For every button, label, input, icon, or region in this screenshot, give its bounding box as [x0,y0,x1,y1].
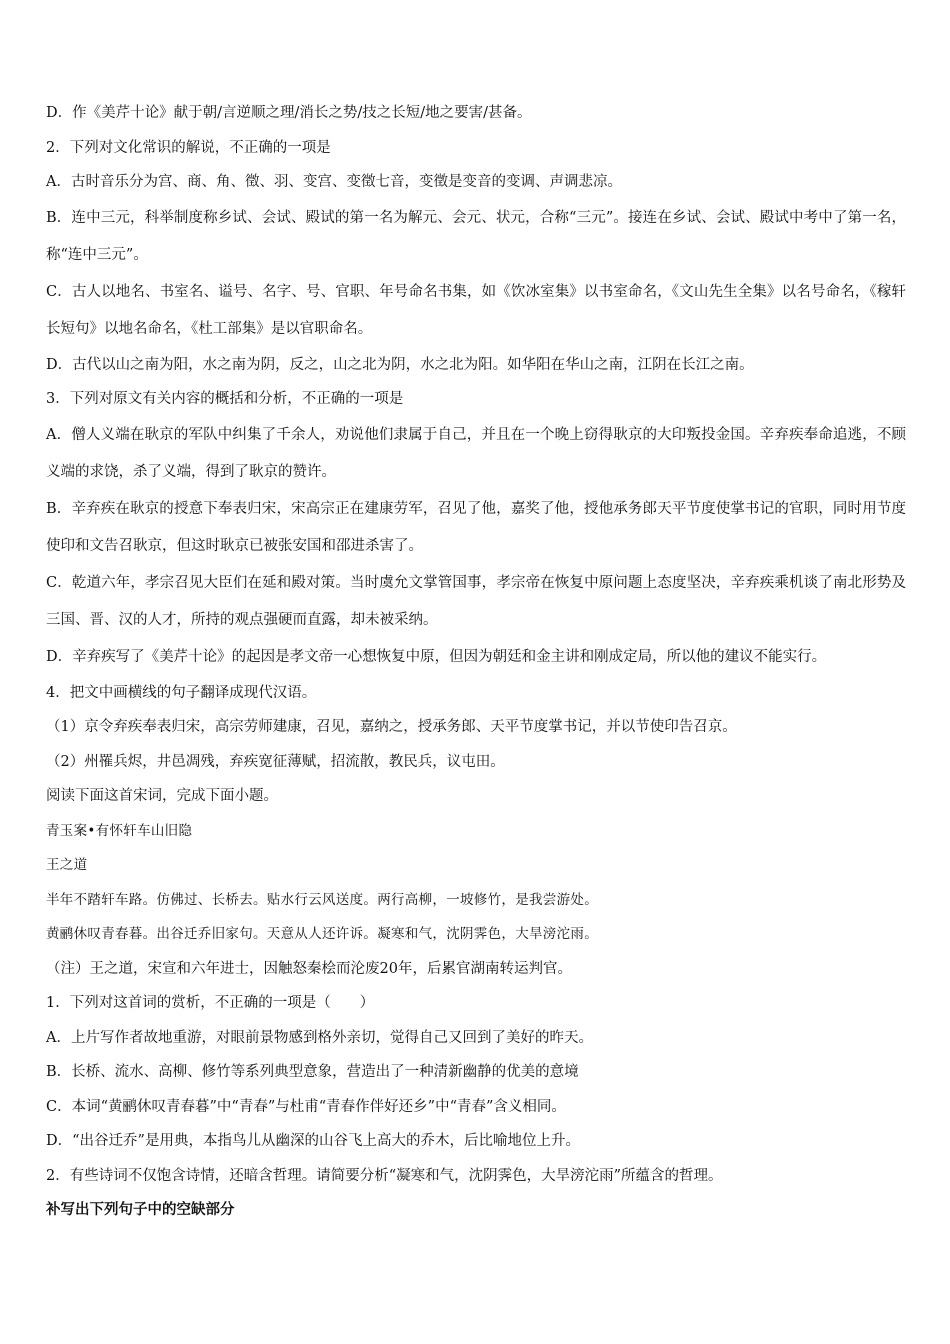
translation-item-2: （2）州罹兵烬，井邑凋残，弃疾宽征薄赋，招流散，教民兵，议屯田。 [46,753,505,770]
poem-reading-instruction: 阅读下面这首宋词，完成下面小题。 [46,788,278,804]
question-2-option-d: D．古代以山之南为阳，水之南为阴，反之，山之北为阴，水之北为阳。如华阳在华山之南，江阴在长江之南。 [46,356,754,373]
question-2-option-a: A．古时音乐分为宫、商、角、徵、羽、变宫、变徵七音，变徵是变音的变调、声调悲凉。 [46,174,622,190]
poem-question-2: 2．有些诗词不仅饱含诗情，还暗含哲理。请简要分析“凝寒和气，沈阴霁色，大旱滂沱雨”所蕴含的哲理。 [46,1167,723,1184]
document-page [46,96,906,1228]
poem-note: （注）王之道，宋宣和六年进士，因触怒秦桧而沦废20年，后累官湖南转运判官。 [46,960,572,977]
translation-item-1: （1）京令弃疾奉表归宋，高宗劳师建康，召见，嘉纳之，授承务郎、天平节度掌书记，并以节使印告召京。 [46,719,737,735]
poem-question-1-option-d: D．“出谷迁乔”是用典，本指鸟儿从幽深的山谷飞上高大的乔木，后比喻地位上升。 [46,1133,580,1149]
question-2-stem: 2．下列对文化常识的解说，不正确的一项是 [46,139,331,156]
question-3-option-a: A．僧人义端在耿京的军队中纠集了千余人，劝说他们隶属于自己，并且在一个晚上窃得耿京的大印叛投金国。辛弃疾奉命追逃，不顾义端的求饶，杀了义端，得到了耿京的赞许。 [46,426,906,480]
question-3-option-d: D．辛弃疾写了《美芹十论》的起因是孝文帝一心想恢复中原，但因为朝廷和金主讲和刚成定局，所以他的建议不能实行。 [46,648,827,665]
poem-line-1: 半年不踏轩车路。仿佛过、长桥去。贴水行云风送度。两行高柳，一坡修竹，是我尝游处。 [46,891,598,908]
question-3-option-c: C．乾道六年，孝宗召见大臣们在延和殿对策。当时虞允文掌管国事，孝宗帝在恢复中原问题上态度坚决，辛弃疾乘机谈了南北形势及三国、晋、汉的人才，所持的观点强硬而直露，却未被采纳。 [46,574,906,628]
question-2-option-b: B．连中三元，科举制度称乡试、会试、殿试的第一名为解元、会元、状元，合称“三元”。接连在乡试、会试、殿试中考中了第一名，称“连中三元”。 [46,209,906,263]
question-3-stem: 3．下列对原文有关内容的概括和分析，不正确的一项是 [46,391,404,407]
poem-question-1-option-b: B．长桥、流水、高柳、修竹等系列典型意象，营造出了一种清新幽静的优美的意境 [46,1064,579,1080]
question-4-stem: 4．把文中画横线的句子翻译成现代汉语。 [46,684,317,701]
poem-question-1-stem: 1．下列对这首词的赏析，不正确的一项是（ ） [46,995,375,1011]
poem-author: 王之道 [46,857,88,873]
question-3-option-b: B．辛弃疾在耿京的授意下奉表归宋，宋高宗正在建康劳军，召见了他，嘉奖了他，授他承务郎天平节度使掌书记的官职，同时用节度使印和文告召耿京，但这时耿京已被张安国和邵进杀害了。 [46,500,906,554]
question-2-option-c: C．古人以地名、书室名、谥号、名字、号、官职、年号命名书集，如《饮冰室集》以书室命名，《文山先生全集》以名号命名，《稼轩长短句》以地名命名，《杜工部集》是以官职命名。 [46,283,906,337]
poem-title: 青玉案•有怀轩车山旧隐 [46,822,193,839]
section-heading: 补写出下列句子中的空缺部分 [46,1201,235,1218]
poem-question-1-option-a: A．上片写作者故地重游，对眼前景物感到格外亲切，觉得自己又回到了美好的昨天。 [46,1029,593,1046]
poem-question-1-option-c: C．本词“黄鹂休叹青春暮”中“青春”与杜甫“青春作伴好还乡”中“青春”含义相同。 [46,1098,566,1115]
poem-line-2: 黄鹂休叹青春暮。出谷迁乔旧家句。天意从人还许诉。凝寒和气，沈阴霁色，大旱滂沱雨。 [46,926,598,942]
option-d-punctuation: D．作《美芹十论》献于朝/言逆顺之理/消长之势/技之长短/地之要害/甚备。 [46,105,532,121]
